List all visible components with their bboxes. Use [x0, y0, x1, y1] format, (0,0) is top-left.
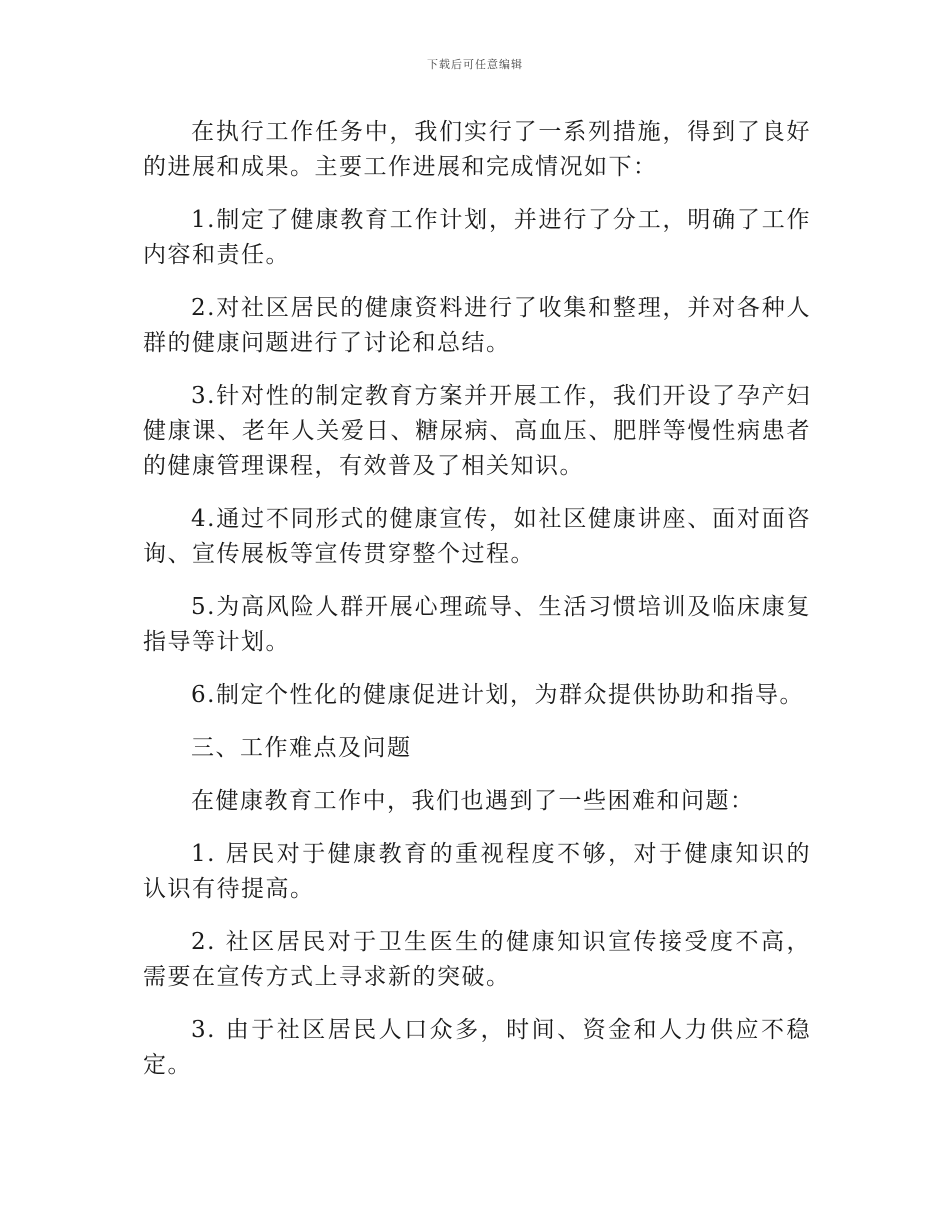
paragraph-item-5: 5.为高风险人群开展心理疏导、生活习惯培训及临床康复指导等计划。	[143, 594, 811, 655]
paragraph-item-3: 3.针对性的制定教育方案并开展工作，我们开设了孕产妇健康课、老年人关爱日、糖尿病、高血压、肥胖等慢性病患者的健康管理课程，有效普及了相关知识。	[143, 383, 811, 479]
paragraph-problems-intro: 在健康教育工作中，我们也遇到了一些困难和问题：	[191, 788, 755, 814]
section-heading: 三、工作难点及问题	[191, 735, 412, 761]
paragraph-item-1: 1.制定了健康教育工作计划，并进行了分工，明确了工作内容和责任。	[143, 207, 811, 268]
document-body	[143, 115, 811, 1101]
paragraph-item-4: 4.通过不同形式的健康宣传，如社区健康讲座、面对面咨询、宣传展板等宣传贯穿整个过程。	[143, 506, 811, 567]
page-header: 下载后可任意编辑	[427, 58, 523, 71]
paragraph-intro: 在执行工作任务中，我们实行了一系列措施，得到了良好的进展和成果。主要工作进展和完成情况如下：	[143, 119, 811, 180]
paragraph-problem-2: 2. 社区居民对于卫生医生的健康知识宣传接受度不高，需要在宣传方式上寻求新的突破。	[143, 929, 811, 990]
paragraph-problem-1: 1. 居民对于健康教育的重视程度不够，对于健康知识的认识有待提高。	[143, 841, 811, 902]
paragraph-problem-3: 3. 由于社区居民人口众多，时间、资金和人力供应不稳定。	[143, 1017, 811, 1078]
paragraph-item-2: 2.对社区居民的健康资料进行了收集和整理，并对各种人群的健康问题进行了讨论和总结。	[143, 295, 811, 356]
paragraph-item-6: 6.制定个性化的健康促进计划，为群众提供协助和指导。	[191, 682, 804, 708]
